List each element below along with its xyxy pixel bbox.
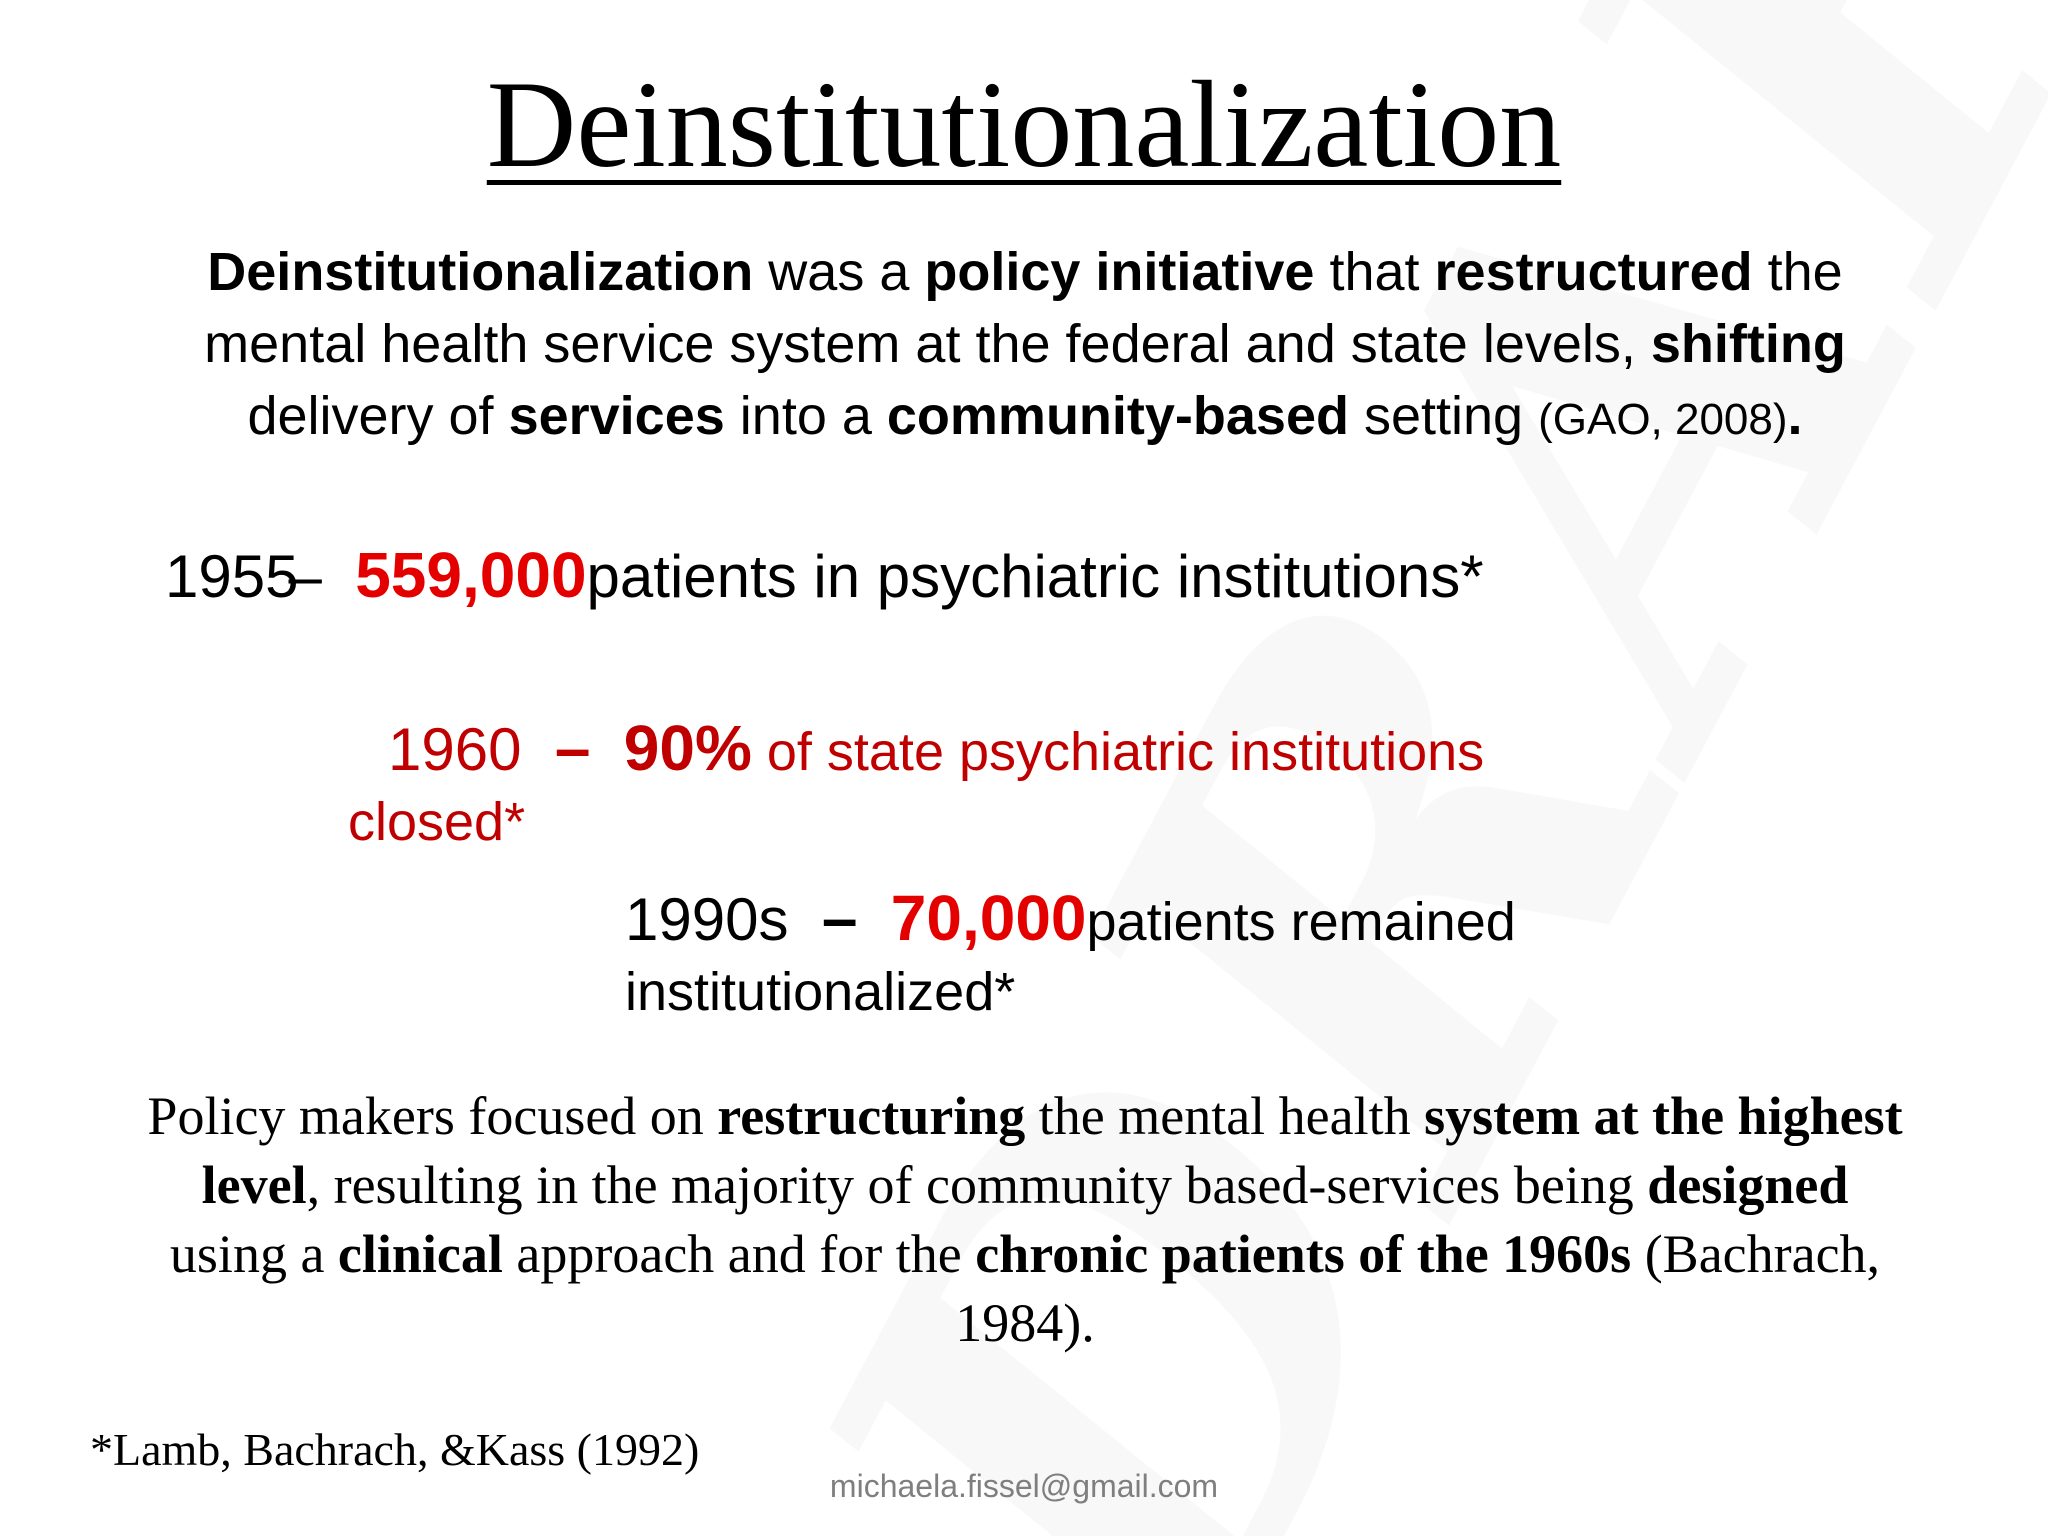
citation-gao: (GAO, 2008) bbox=[1538, 395, 1788, 444]
definition-paragraph: Deinstitutionalization was a policy initiative that restructured the mental health service system at the federal and state levels, shifting delivery of services into a community-based setting (GAO, 2008). bbox=[204, 242, 1846, 446]
stat-value: 559,000 bbox=[355, 539, 587, 611]
stat-1960-continued: closed* bbox=[348, 792, 526, 852]
stat-1955 bbox=[165, 539, 1484, 613]
stat-year: 1955 bbox=[165, 543, 299, 610]
stat-1990s-continued: institutionalized* bbox=[625, 962, 1016, 1022]
stat-year: 1960 bbox=[388, 716, 522, 783]
stat-value: 90% bbox=[623, 712, 752, 784]
stat-1960 bbox=[388, 712, 1484, 788]
footnote-citation: *Lamb, Bachrach, &Kass (1992) bbox=[90, 1424, 700, 1475]
author-email: michaela.fissel@gmail.com bbox=[829, 1468, 1219, 1504]
stat-text: patients remained bbox=[1086, 892, 1516, 952]
stat-text: patients in psychiatric institutions* bbox=[586, 543, 1484, 610]
stat-value: 70,000 bbox=[890, 882, 1087, 954]
policy-paragraph: Policy makers focused on restructuring the mental health system at the highest level, resulting in the majority of community based-services being designed using a clinical approach and for the chronic patients of the 1960s (Bachrach, 1984). bbox=[147, 1086, 1903, 1353]
stat-dash: – bbox=[288, 543, 322, 610]
stat-1990s bbox=[625, 882, 1516, 958]
stat-year: 1990s bbox=[625, 886, 789, 953]
stat-dash: – bbox=[821, 882, 858, 954]
stat-dash: – bbox=[554, 712, 591, 784]
stat-text: of state psychiatric institutions bbox=[751, 722, 1485, 782]
slide-title: Deinstitutionalization bbox=[486, 56, 1562, 193]
